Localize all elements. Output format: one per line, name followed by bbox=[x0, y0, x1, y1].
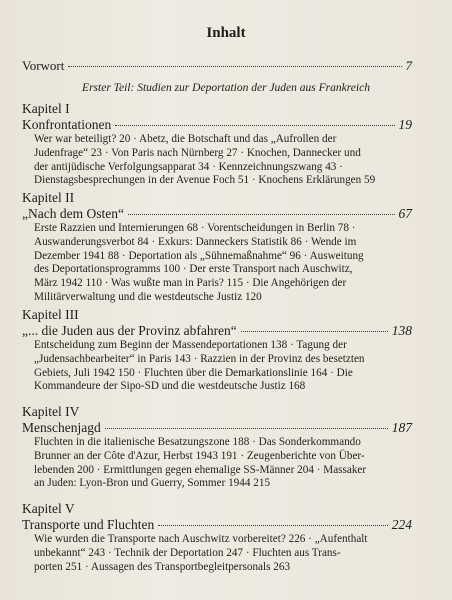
chapter-title: „Nach dem Osten“ bbox=[22, 206, 124, 221]
chapter-label: Kapitel V bbox=[22, 501, 75, 516]
chapter-page: 19 bbox=[398, 117, 412, 132]
subentry-line: der antijüdische Verfolgungsapparat 34 · Kennzeichnungszwang 43 · bbox=[34, 160, 343, 173]
chapter-subentries bbox=[34, 133, 412, 188]
toc-entry-vorwort[interactable] bbox=[22, 58, 412, 74]
toc-chapter-2[interactable] bbox=[22, 190, 412, 305]
chapter-subentries bbox=[34, 339, 412, 394]
subentry-line: Erste Razzien und Internierungen 68 · Vorentscheidungen in Berlin 78 · bbox=[34, 222, 356, 234]
subentry-line: Fluchten in die italienische Besatzungszone 188 · Das Sonderkommando bbox=[34, 436, 361, 448]
subentry-line: Dienstagsbesprechungen in der Avenue Foch 51 · Knochens Erklärungen 59 bbox=[34, 174, 376, 187]
chapter-label: Kapitel I bbox=[22, 101, 70, 116]
chapter-label: Kapitel IV bbox=[22, 404, 80, 419]
subentry-line: Dezember 1941 88 · Deportation als „Sühnemaßnahme“ 96 · Ausweitung bbox=[34, 249, 364, 262]
dot-leader bbox=[128, 214, 395, 215]
subentry-line: an Juden: Lyon-Bron und Guerry, Sommer 1944 215 bbox=[34, 477, 271, 490]
chapter-page: 67 bbox=[398, 206, 412, 221]
vorwort-page: 7 bbox=[405, 58, 412, 73]
subentry-line: Judenfrage“ 23 · Von Paris nach Nürnberg 27 · Knochen, Dannecker und bbox=[34, 146, 361, 159]
chapter-label: Kapitel II bbox=[22, 190, 75, 205]
chapter-title: Transporte und Fluchten bbox=[22, 517, 155, 532]
dot-leader bbox=[241, 331, 388, 332]
page-title: Inhalt bbox=[206, 25, 246, 41]
subentry-line: Militärverwaltung und die westdeutsche Justiz 120 bbox=[34, 290, 262, 303]
chapter-label: Kapitel III bbox=[22, 307, 79, 322]
subentry-line: unbekannt“ 243 · Technik der Deportation 247 · Fluchten aus Trans- bbox=[34, 546, 341, 559]
chapter-subentries bbox=[34, 222, 412, 305]
toc-chapter-5[interactable] bbox=[22, 501, 412, 574]
subentry-line: Auswanderungsverbot 84 · Exkurs: Danneckers Statistik 86 · Wende im bbox=[34, 235, 357, 248]
vorwort-label: Vorwort bbox=[22, 58, 65, 73]
subentry-line: „Judensachbearbeiter“ in Paris 143 · Razzien in der Provinz des besetzten bbox=[34, 352, 365, 365]
chapter-title: Konfrontationen bbox=[22, 117, 112, 132]
chapter-subentries bbox=[34, 436, 412, 491]
subentry-line: Entscheidung zum Beginn der Massendeportationen 138 · Tagung der bbox=[34, 339, 347, 351]
subentry-line: porten 251 · Aussagen des Transportbegleitpersonals 263 bbox=[34, 560, 291, 573]
dot-leader bbox=[158, 525, 388, 526]
subentry-line: lebenden 200 · Ermittlungen gegen ehemalige SS-Männer 204 · Massaker bbox=[34, 463, 367, 476]
subentry-line: des Deportationsprogramms 100 · Der erste Transport nach Auschwitz, bbox=[34, 263, 353, 276]
dot-leader bbox=[105, 428, 388, 429]
subentry-line: Wie wurden die Transporte nach Auschwitz vorbereitet? 226 · „Aufenthalt bbox=[34, 533, 368, 545]
chapter-page: 187 bbox=[391, 420, 412, 435]
dot-leader bbox=[68, 66, 401, 67]
subentry-line: März 1942 110 · Was wußte man in Paris? 115 · Die Angehörigen der bbox=[34, 277, 347, 290]
toc-chapter-3[interactable] bbox=[22, 307, 412, 394]
chapter-title: Menschenjagd bbox=[22, 420, 101, 435]
subentry-line: Brunner an der Côte d'Azur, Herbst 1943 191 · Zeugenberichte von Über- bbox=[34, 449, 365, 462]
chapter-page: 224 bbox=[391, 517, 412, 532]
subentry-line: Gebiets, Juli 1942 150 · Fluchten über die Demarkationslinie 164 · Die bbox=[34, 366, 353, 379]
part-heading: Erster Teil: Studien zur Deportation der Juden aus Frankreich bbox=[82, 82, 370, 94]
dot-leader bbox=[115, 125, 394, 126]
toc-chapter-1[interactable] bbox=[22, 101, 412, 188]
chapter-subentries bbox=[34, 533, 412, 574]
chapter-title: „... die Juden aus der Provinz abfahren“ bbox=[22, 323, 237, 338]
toc-chapter-4[interactable] bbox=[22, 404, 412, 491]
chapter-page: 138 bbox=[391, 323, 412, 338]
subentry-line: Wer war beteiligt? 20 · Abetz, die Botschaft und das „Aufrollen der bbox=[34, 133, 337, 145]
subentry-line: Kommandeure der Sipo-SD und die westdeutsche Justiz 168 bbox=[34, 380, 306, 393]
